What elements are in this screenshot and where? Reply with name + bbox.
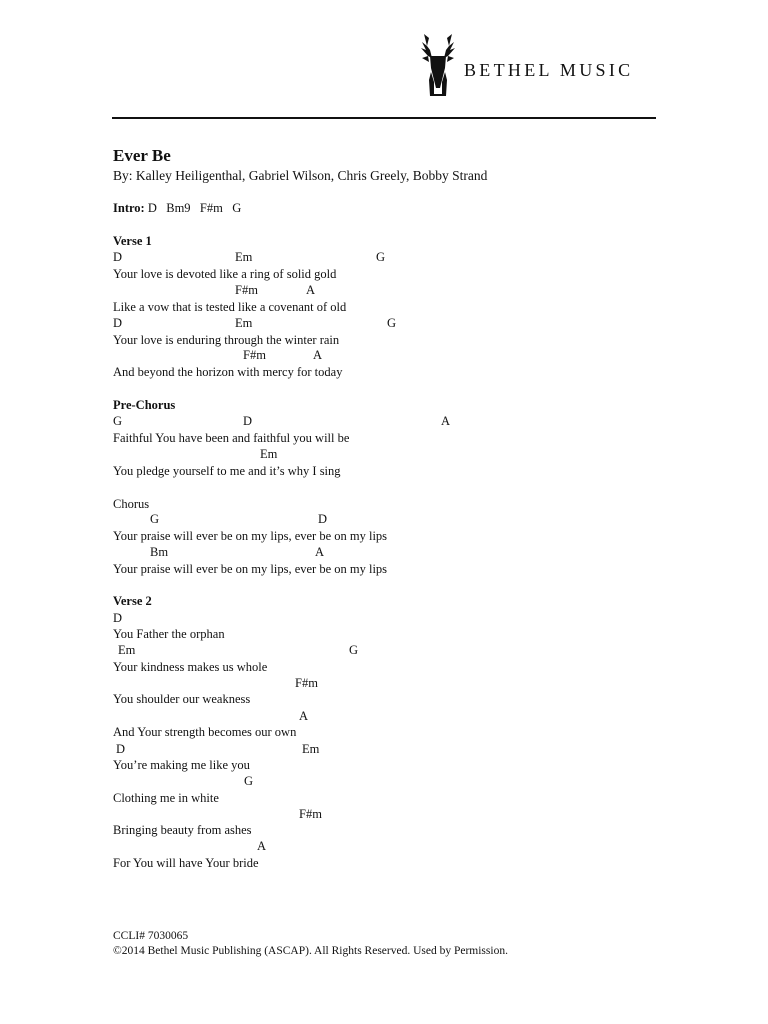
- intro-chords: D Bm9 F#m G: [147, 201, 242, 215]
- ccli-number: CCLI# 7030065: [113, 930, 189, 942]
- chord: Em: [235, 250, 253, 264]
- chord: G: [244, 774, 254, 788]
- chord: F#m: [235, 283, 258, 297]
- song-title: Ever Be: [113, 146, 171, 165]
- intro-label: Intro:: [113, 201, 145, 215]
- chord: Bm: [150, 545, 169, 559]
- chord: D: [113, 316, 123, 330]
- chord: Em: [302, 742, 320, 756]
- deer-head-icon: [418, 32, 458, 96]
- chord: A: [257, 839, 267, 853]
- chord: D: [116, 742, 126, 756]
- chord: Em: [235, 316, 253, 330]
- lyric-line: You Father the orphan: [113, 627, 225, 641]
- verse1-heading: Verse 1: [113, 234, 152, 248]
- lyric-line: Your kindness makes us whole: [113, 660, 268, 674]
- chord: A: [299, 709, 309, 723]
- chord: G: [387, 316, 397, 330]
- chord: G: [376, 250, 386, 264]
- lyric-line: Like a vow that is tested like a covenant of old: [113, 300, 347, 314]
- chord: A: [313, 348, 323, 362]
- chorus-heading: Chorus: [113, 497, 150, 511]
- chord: Em: [118, 643, 136, 657]
- lyric-line: Clothing me in white: [113, 791, 219, 805]
- lyric-line: And Your strength becomes our own: [113, 725, 297, 739]
- lyric-line: You pledge yourself to me and it’s why I sing: [113, 464, 341, 478]
- header-divider: [112, 117, 656, 119]
- bethel-music-logo: [418, 32, 668, 98]
- lyric-line: Faithful You have been and faithful you will be: [113, 431, 350, 445]
- prechorus-heading: Pre-Chorus: [113, 398, 176, 412]
- copyright-notice: ©2014 Bethel Music Publishing (ASCAP). All Rights Reserved. Used by Permission.: [113, 945, 508, 957]
- lyric-line: And beyond the horizon with mercy for today: [113, 365, 343, 379]
- chord: F#m: [295, 676, 318, 690]
- chord: G: [113, 414, 123, 428]
- verse2-heading: Verse 2: [113, 594, 152, 608]
- chord: A: [315, 545, 325, 559]
- chord: G: [150, 512, 160, 526]
- lyric-line: Your love is enduring through the winter rain: [113, 333, 340, 347]
- chord: Em: [260, 447, 278, 461]
- lyric-line: Your praise will ever be on my lips, ever be on my lips: [113, 562, 388, 576]
- chord: D: [243, 414, 253, 428]
- chord: D: [113, 611, 123, 625]
- chord: F#m: [243, 348, 266, 362]
- lyric-line: For You will have Your bride: [113, 856, 259, 870]
- lyric-line: Your love is devoted like a ring of solid gold: [113, 267, 337, 281]
- chord: F#m: [299, 807, 322, 821]
- chord: A: [441, 414, 451, 428]
- lyric-line: Bringing beauty from ashes: [113, 823, 252, 837]
- song-byline: By: Kalley Heiligenthal, Gabriel Wilson, Chris Greely, Bobby Strand: [113, 168, 488, 183]
- intro-line: [113, 201, 241, 215]
- chord: D: [113, 250, 123, 264]
- lyric-line: You shoulder our weakness: [113, 692, 251, 706]
- chord: A: [306, 283, 316, 297]
- lyric-line: Your praise will ever be on my lips, ever be on my lips: [113, 529, 388, 543]
- brand-name: BETHEL MUSIC: [464, 60, 634, 80]
- chord: D: [318, 512, 328, 526]
- chord: G: [349, 643, 359, 657]
- lyric-line: You’re making me like you: [113, 758, 250, 772]
